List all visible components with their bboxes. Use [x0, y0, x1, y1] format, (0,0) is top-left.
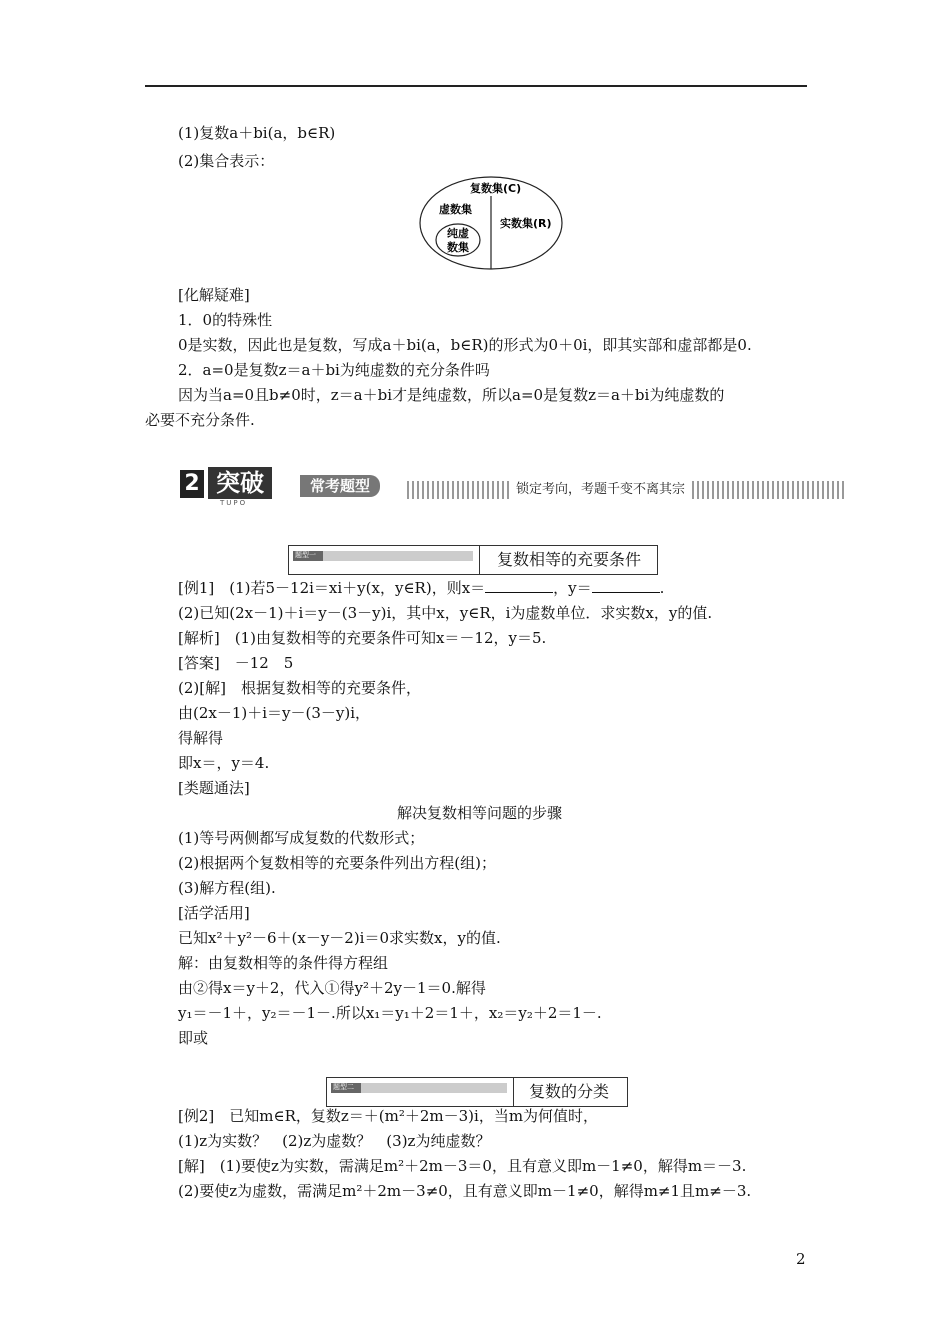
section-pinyin: TUPO: [220, 499, 248, 507]
text-line: [解析] (1)由复数相等的充要条件可知x＝－12，y＝5.: [178, 629, 547, 647]
text-line: 由②得x＝y＋2，代入①得y²＋2y－1＝0.解得: [178, 979, 486, 997]
text-line: (1)等号两侧都写成复数的代数形式；: [178, 829, 425, 847]
topic-divider: [513, 1078, 514, 1106]
text-line: [解] (1)要使z为实数，需满足m²＋2m－3＝0，且有意义即m－1≠0，解得m＝－3.: [178, 1157, 747, 1175]
text-line: 即或: [178, 1029, 209, 1047]
text-line: (2)根据两个复数相等的充要条件列出方程(组)；: [178, 854, 496, 872]
text-line: 因为当a=0且b≠0时，z＝a＋bi才是纯虚数，所以a=0是复数z＝a＋bi为纯虚数的: [178, 386, 725, 404]
real-set-label: 实数集(R): [500, 217, 552, 230]
text-line: 得解得: [178, 729, 224, 747]
answer-blank-y: [592, 578, 660, 593]
text-line: [活学活用]: [178, 904, 250, 922]
topic-box-1: [288, 545, 658, 575]
pure-imag-label-2: 数集: [447, 241, 469, 254]
imaginary-set-label: 虚数集: [439, 203, 472, 216]
answer-blank-x: [485, 578, 553, 593]
text-line: 由(2x－1)＋i＝y－(3－y)i，: [178, 704, 371, 722]
text-line: [答案] －12 5: [178, 654, 294, 672]
text-line: (2)要使z为虚数，需满足m²＋2m－3≠0，且有意义即m－1≠0，解得m≠1且m≠－3.: [178, 1182, 752, 1200]
topic-tag-label: 题型一: [295, 551, 316, 559]
text-line: (2)[解] 根据复数相等的充要条件，: [178, 679, 421, 697]
text-line: 已知x²＋y²－6＋(x－y－2)i＝0求实数x，y的值.: [178, 929, 501, 947]
section-number: 2: [180, 470, 204, 498]
section-slogan: 锁定考向，考题千变不离其宗: [510, 479, 691, 501]
text-line: 0是实数，因此也是复数，写成a＋bi(a，b∈R)的形式为0＋0i，即其实部和虚部都是0.: [178, 336, 752, 354]
example1-line: [178, 578, 664, 598]
example1-text-c: .: [659, 579, 665, 597]
text-line: [例2] 已知m∈R，复数z＝＋(m²＋2m－3)i，当m为何值时，: [178, 1107, 599, 1125]
topic-tag-label: 题型二: [333, 1083, 354, 1091]
complex-set-label: 复数集(C): [470, 182, 522, 195]
page-number: 2: [796, 1250, 806, 1268]
topic-box-2: [326, 1077, 628, 1107]
text-line: (2)已知(2x－1)＋i＝y－(3－y)i，其中x，y∈R，i为虚数单位．求实数x，y的值.: [178, 604, 713, 622]
text-line: 1．0的特殊性: [178, 311, 273, 329]
example1-text-a: [例1] (1)若5－12i＝xi＋y(x，y∈R)，则x＝: [178, 579, 486, 597]
text-line: y₁＝－1＋，y₂＝－1－.所以x₁＝y₁＋2＝1＋，x₂＝y₂＋2＝1－.: [178, 1004, 602, 1022]
text-line: 解：由复数相等的条件得方程组: [178, 954, 389, 972]
text-line: [类题通法]: [178, 779, 250, 797]
topic-tag-bar: [331, 1083, 507, 1093]
set-diagram: [418, 175, 564, 271]
text-line: [化解疑难]: [178, 286, 250, 304]
method-title: 解决复数相等问题的步骤: [397, 804, 563, 822]
example1-text-b: ，y＝: [553, 579, 592, 597]
section-banner: [172, 465, 850, 507]
section-title: 突破: [208, 467, 272, 499]
text-line: (2)集合表示：: [178, 152, 275, 170]
text-line: (1)复数a＋bi(a，b∈R): [178, 124, 336, 142]
pure-imag-label-1: 纯虚: [447, 227, 469, 240]
topic-title: 复数相等的充要条件: [497, 550, 642, 569]
text-line: 即x＝，y＝4.: [178, 754, 270, 772]
topic-title: 复数的分类: [529, 1082, 610, 1101]
header-rule: [145, 85, 807, 87]
topic-tag-bar: [293, 551, 473, 561]
text-line: 必要不充分条件.: [145, 411, 255, 429]
text-line: (1)z为实数？ (2)z为虚数？ (3)z为纯虚数？: [178, 1132, 491, 1150]
section-subtitle: 常考题型: [300, 475, 380, 497]
text-line: 2．a=0是复数z＝a＋bi为纯虚数的充分条件吗: [178, 361, 490, 379]
text-line: (3)解方程(组).: [178, 879, 276, 897]
topic-divider: [479, 546, 480, 574]
